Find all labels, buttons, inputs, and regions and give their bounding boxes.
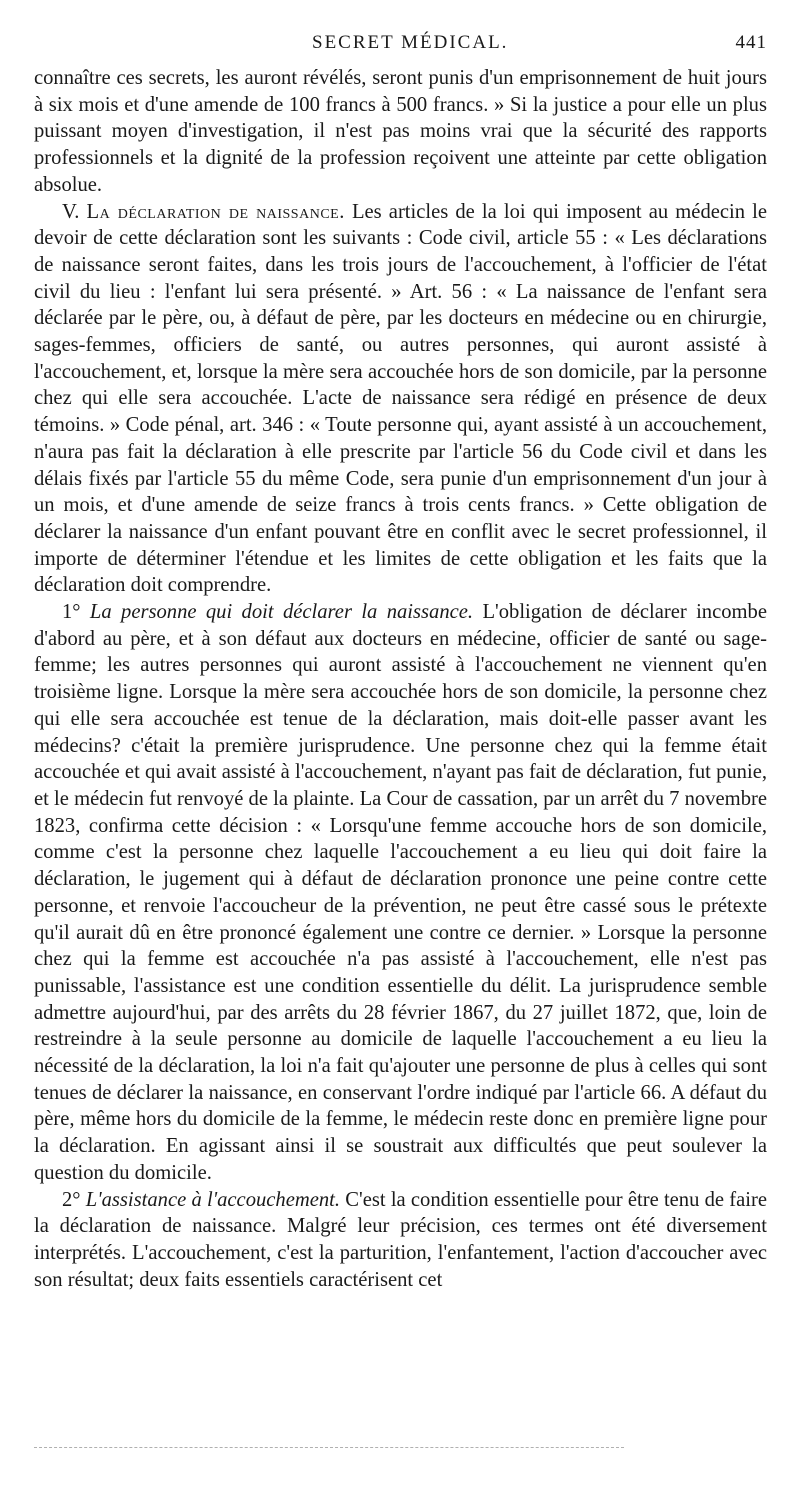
subsection-number: 1°: [62, 601, 90, 624]
running-title: SECRET MÉDICAL.: [312, 32, 509, 53]
section-heading: La déclaration de naissance.: [86, 200, 345, 223]
page-body: [34, 30, 767, 1293]
footer-rule: [34, 1447, 624, 1451]
running-header: [34, 30, 767, 57]
paragraph-section-v: [34, 199, 767, 600]
subsection-heading: L'assistance à l'accouchement.: [85, 1188, 341, 1211]
section-number: V.: [62, 200, 87, 223]
section-text: Les articles de la loi qui imposent au médecin le devoir de cette déclaration sont les suivants : Code civil, article 55 : « Les déclarations de naissance seront faites, dans les trois jours de l'accouchement, à l'officier de l'état civil du lieu : l'enfant lui sera présenté. » Art. 56 : « La naissance de l'enfant sera déclarée par le père, ou, à défaut de père, par les docteurs en médecine ou en chirurgie, sages-femmes, officiers de santé, ou autres personnes, qui auront assisté à l'accouchement, et, lorsque la mère sera accouchée hors de son domicile, par la personne chez qui elle sera accouchée. L'acte de naissance sera rédigé en présence de deux témoins. » Code pénal, art. 346 : « Toute personne qui, ayant assisté à un accouchement, n'aura pas fait la déclaration à elle prescrite par l'article 56 du Code civil et dans les délais fixés par l'article 55 du même Code, sera punie d'un emprisonnement d'un jour à un mois, et d'une amende de seize francs à trois cents francs. » Cette obligation de déclarer la naissance d'un enfant pouvant être en conflit avec le secret professionnel, il importe de déterminer l'étendue et les limites de cette obligation et les faits que la déclaration doit comprendre.: [34, 200, 768, 597]
paragraph-subsection-1: [34, 599, 767, 1186]
paragraph-subsection-2: [34, 1187, 767, 1294]
subsection-number: 2°: [62, 1188, 86, 1211]
subsection-text: C'est la condition essentielle pour être tenu de faire la déclaration de naissance. Malgré leur précision, ces termes ont été diversement interprétés. L'accouchement, c'est la parturition, l'enfantement, l'action d'accoucher avec son résultat; deux faits essentiels caractérisent cet: [34, 1188, 767, 1291]
page-number: 441: [735, 32, 767, 53]
subsection-text: L'obligation de déclarer incombe d'abord au père, et à son défaut aux docteurs en médecine, officier de santé ou sage-femme; les autres personnes qui auront assisté à l'accouchement ne viennent qu'en troisième ligne. Lorsque la mère sera accouchée hors de son domicile, la personne chez qui elle sera accouchée est tenue de la déclaration, mais doit-elle passer avant les médecins? c'était la première jurisprudence. Une personne chez qui la femme était accouchée et qui avait assisté à l'accouchement, n'ayant pas fait de déclaration, fut punie, et le médecin fut renvoyé de la plainte. La Cour de cassation, par un arrêt du 7 novembre 1823, confirma cette décision : « Lorsqu'une femme accouche hors de son domicile, comme c'est la personne chez laquelle l'accouchement a eu lieu qui doit faire la déclaration, le jugement qui à défaut de déclaration prononce une peine contre cette personne, et renvoie l'accoucheur de la prévention, ne peut être cassé sous le prétexte qu'il aurait dû en être prononcé également une contre ce dernier. » Lorsque la personne chez qui la femme est accouchée n'a pas assisté à l'accouchement, elle n'est pas punissable, l'assistance est une condition essentielle du délit. La jurisprudence semble admettre aujourd'hui, par des arrêts du 28 février 1867, du 27 juillet 1872, que, loin de restreindre à la seule personne au domicile de laquelle l'accouchement a eu lieu la nécessité de la déclaration, la loi n'a fait qu'ajouter une personne de plus à celles qui sont tenues de déclarer la naissance, en conservant l'ordre indiqué par l'article 66. A défaut du père, même hors du domicile de la femme, le médecin reste donc en première ligne pour la déclaration. En agissant ainsi il se soustrait aux difficultés que peut soulever la question du domicile.: [34, 601, 767, 1184]
subsection-heading: La personne qui doit déclarer la naissance.: [89, 601, 474, 624]
paragraph-continuation: connaître ces secrets, les auront révélés, seront punis d'un emprisonnement de huit jours à six mois et d'une amende de 100 francs à 500 francs. » Si la justice a pour elle un plus puissant moyen d'investigation, il n'est pas moins vrai que la sécurité des rapports professionnels et la dignité de la profession reçoivent une atteinte par cette obligation absolue.: [34, 67, 767, 196]
